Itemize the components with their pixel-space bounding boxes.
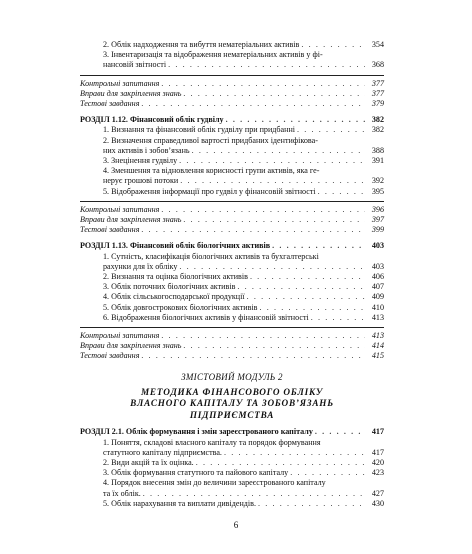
entry-page-number: 420: [371, 458, 384, 467]
dot-leader: [183, 89, 365, 99]
entry-page-number: 377: [371, 88, 384, 98]
toc-entry-line[interactable]: 2. Визначення справедливої вартості придбаних ідентифікова-: [103, 135, 318, 145]
dot-leader: [272, 241, 365, 251]
entry-page-number: 388: [371, 145, 384, 155]
dot-leader: [290, 468, 365, 478]
dot-leader: [311, 313, 365, 323]
dot-leader: [301, 40, 365, 50]
module-title: МЕТОДИКА ФІНАНСОВОГО ОБЛІКУ ВЛАСНОГО КАПІТАЛУ ТА ЗОБОВ’ЯЗАНЬ ПІДПРИЄМСТВА: [130, 386, 334, 420]
entry-page-number: 403: [371, 261, 384, 271]
divider: [80, 327, 384, 328]
dot-leader: [183, 341, 365, 351]
entry-page-number: 382: [371, 125, 384, 135]
toc-tail-entry[interactable]: [80, 225, 384, 235]
entry-title: Контрольні запитання: [80, 204, 160, 214]
entry-page-number: 397: [371, 215, 384, 225]
toc-entry[interactable]: [80, 40, 384, 50]
entry-title: 4. Облік сільськогосподарської продукції: [103, 292, 245, 302]
dot-leader: [183, 215, 365, 225]
dot-leader: [141, 225, 365, 235]
toc-tail-entry[interactable]: [80, 99, 384, 109]
entry-title: Тестові завдання: [80, 99, 140, 109]
toc-section-1-13: [80, 241, 384, 361]
toc-entry[interactable]: [80, 448, 384, 458]
toc-entry[interactable]: [80, 499, 384, 509]
dot-leader: [224, 448, 365, 458]
dot-leader: [247, 292, 365, 302]
dot-leader: [260, 303, 365, 313]
toc-section-1-12: [80, 115, 384, 235]
entry-title: 5. Відображення інформації про гудвіл у фінансовій звітності: [103, 186, 316, 196]
entry-title: Вправи для закріплення знань: [80, 215, 182, 225]
entry-title: Вправи для закріплення знань: [80, 341, 182, 351]
dot-leader: [318, 187, 365, 197]
entry-title: 6. Відображення біологічних активів у фінансовій звітності: [103, 312, 309, 322]
entry-title: Вправи для закріплення знань: [80, 88, 182, 98]
entry-page-number: 379: [371, 99, 384, 109]
dot-leader: [141, 99, 365, 109]
dot-leader: [250, 272, 365, 282]
entry-page-number: 430: [371, 498, 384, 508]
dot-leader: [196, 458, 365, 468]
entry-page-number: 417: [371, 447, 384, 457]
divider: [80, 201, 384, 202]
dot-leader: [258, 499, 365, 509]
toc-entry-line[interactable]: 4. Порядок внесення змін до величини зареєстрованого капіталу: [103, 478, 326, 488]
dot-leader: [143, 489, 365, 499]
toc-entry[interactable]: [80, 272, 384, 282]
entry-title: Контрольні запитання: [80, 331, 160, 341]
entry-page-number: 417: [371, 427, 384, 437]
entry-title: них активів і зобов’язань: [103, 145, 190, 155]
entry-title: РОЗДІЛ 1.13. Фінансовий облік біологічних активів: [80, 241, 271, 251]
dot-leader: [179, 156, 365, 166]
dot-leader: [161, 79, 365, 89]
entry-page-number: 403: [371, 241, 384, 251]
toc-entry-line[interactable]: 3. Інвентаризація та відображення нематеріальних активів у фі-: [103, 50, 323, 60]
toc-entry[interactable]: [80, 187, 384, 197]
toc-tail-entry[interactable]: [80, 79, 384, 89]
dot-leader: [192, 146, 365, 156]
section-heading[interactable]: [80, 241, 384, 251]
module-label: ЗМІСТОВИЙ МОДУЛЬ 2: [181, 371, 283, 382]
dot-leader: [226, 115, 365, 125]
toc-entry[interactable]: [80, 125, 384, 135]
toc-section-continuation: [80, 40, 384, 109]
dot-leader: [237, 282, 365, 292]
divider: [80, 75, 384, 76]
section-heading[interactable]: [80, 427, 384, 437]
entry-title: та їх облік.: [103, 488, 141, 498]
toc-entry[interactable]: [80, 156, 384, 166]
entry-title: Тестові завдання: [80, 351, 140, 361]
dot-leader: [179, 262, 365, 272]
entry-title: нансовій звітності: [103, 60, 167, 70]
entry-page-number: 413: [371, 331, 384, 341]
dot-leader: [141, 351, 365, 361]
entry-title: РОЗДІЛ 1.12. Фінансовий облік гудвілу: [80, 115, 224, 125]
entry-page-number: 413: [371, 312, 384, 322]
entry-page-number: 395: [371, 186, 384, 196]
entry-page-number: 406: [371, 272, 384, 282]
entry-title: Тестові завдання: [80, 225, 140, 235]
entry-title: рахунки для їх обліку: [103, 261, 178, 271]
entry-title: 3. Облік формування статутного та пайового капіталу: [103, 468, 289, 478]
entry-title: 5. Облік довгострокових біологічних активів: [103, 302, 258, 312]
toc-entry[interactable]: [80, 468, 384, 478]
entry-title: 2. Визнання та оцінка біологічних активів: [103, 272, 248, 282]
entry-page-number: 414: [371, 341, 384, 351]
section-heading[interactable]: [80, 115, 384, 125]
toc-entry[interactable]: [80, 262, 384, 272]
toc-entry[interactable]: [80, 313, 384, 323]
toc-entry[interactable]: [80, 458, 384, 468]
entry-page-number: 396: [371, 204, 384, 214]
toc-entry[interactable]: [80, 292, 384, 302]
page-number: 6: [233, 520, 239, 530]
entry-page-number: 427: [371, 488, 384, 498]
entry-page-number: 407: [371, 282, 384, 292]
toc-tail-entry[interactable]: [80, 89, 384, 99]
toc-entry-line[interactable]: 4. Зменшення та відновлення корисності групи активів, яка ге-: [103, 166, 320, 176]
toc-tail-entry[interactable]: [80, 205, 384, 215]
toc-entry-line[interactable]: 1. Поняття, складові власного капіталу та порядок формування: [103, 437, 321, 447]
entry-page-number: 354: [371, 40, 384, 49]
toc-entry[interactable]: [80, 282, 384, 292]
entry-page-number: 410: [371, 302, 384, 312]
toc-tail-entry[interactable]: [80, 215, 384, 225]
entry-title: нерує грошові потоки: [103, 176, 179, 186]
entry-title: 2. Облік надходження та вибуття нематеріальних активів: [103, 40, 300, 49]
toc-entry[interactable]: [80, 489, 384, 499]
entry-page-number: 423: [371, 468, 384, 478]
toc-section-2-1: [80, 427, 384, 509]
entry-title: 2. Види акцій та їх оцінка.: [103, 458, 194, 467]
entry-page-number: 377: [371, 78, 384, 88]
toc-tail-entry[interactable]: [80, 341, 384, 351]
entry-page-number: 382: [371, 115, 384, 125]
toc-tail-entry[interactable]: [80, 351, 384, 361]
entry-page-number: 415: [371, 351, 384, 361]
entry-page-number: 368: [371, 60, 384, 70]
dot-leader: [161, 331, 365, 341]
toc-entry[interactable]: [80, 303, 384, 313]
entry-title: Контрольні запитання: [80, 78, 160, 88]
toc-entry[interactable]: [80, 176, 384, 186]
entry-title: 3. Облік поточних біологічних активів: [103, 282, 236, 292]
dot-leader: [168, 60, 365, 70]
dot-leader: [180, 176, 365, 186]
entry-page-number: 391: [371, 156, 384, 166]
entry-page-number: 399: [371, 225, 384, 235]
entry-page-number: 409: [371, 292, 384, 302]
entry-title: РОЗДІЛ 2.1. Облік формування і змін зареєстрованого капіталу: [80, 427, 313, 437]
toc-entry[interactable]: [80, 146, 384, 156]
toc-entry-line[interactable]: 1. Сутність, класифікація біологічних активів та бухгалтерські: [103, 251, 319, 261]
dot-leader: [297, 125, 365, 135]
toc-entry[interactable]: [80, 60, 384, 70]
entry-title: статутного капіталу підприємства.: [103, 447, 222, 457]
toc-tail-entry[interactable]: [80, 331, 384, 341]
entry-title: 5. Облік нарахування та виплати дивідендів.: [103, 498, 256, 508]
entry-title: 3. Знецінення гудвілу: [103, 156, 178, 166]
dot-leader: [161, 205, 365, 215]
entry-page-number: 392: [371, 176, 384, 186]
entry-title: 1. Визнання та фінансовий облік гудвілу при придбанні: [103, 125, 296, 135]
dot-leader: [315, 427, 365, 437]
table-of-contents: [80, 40, 384, 509]
